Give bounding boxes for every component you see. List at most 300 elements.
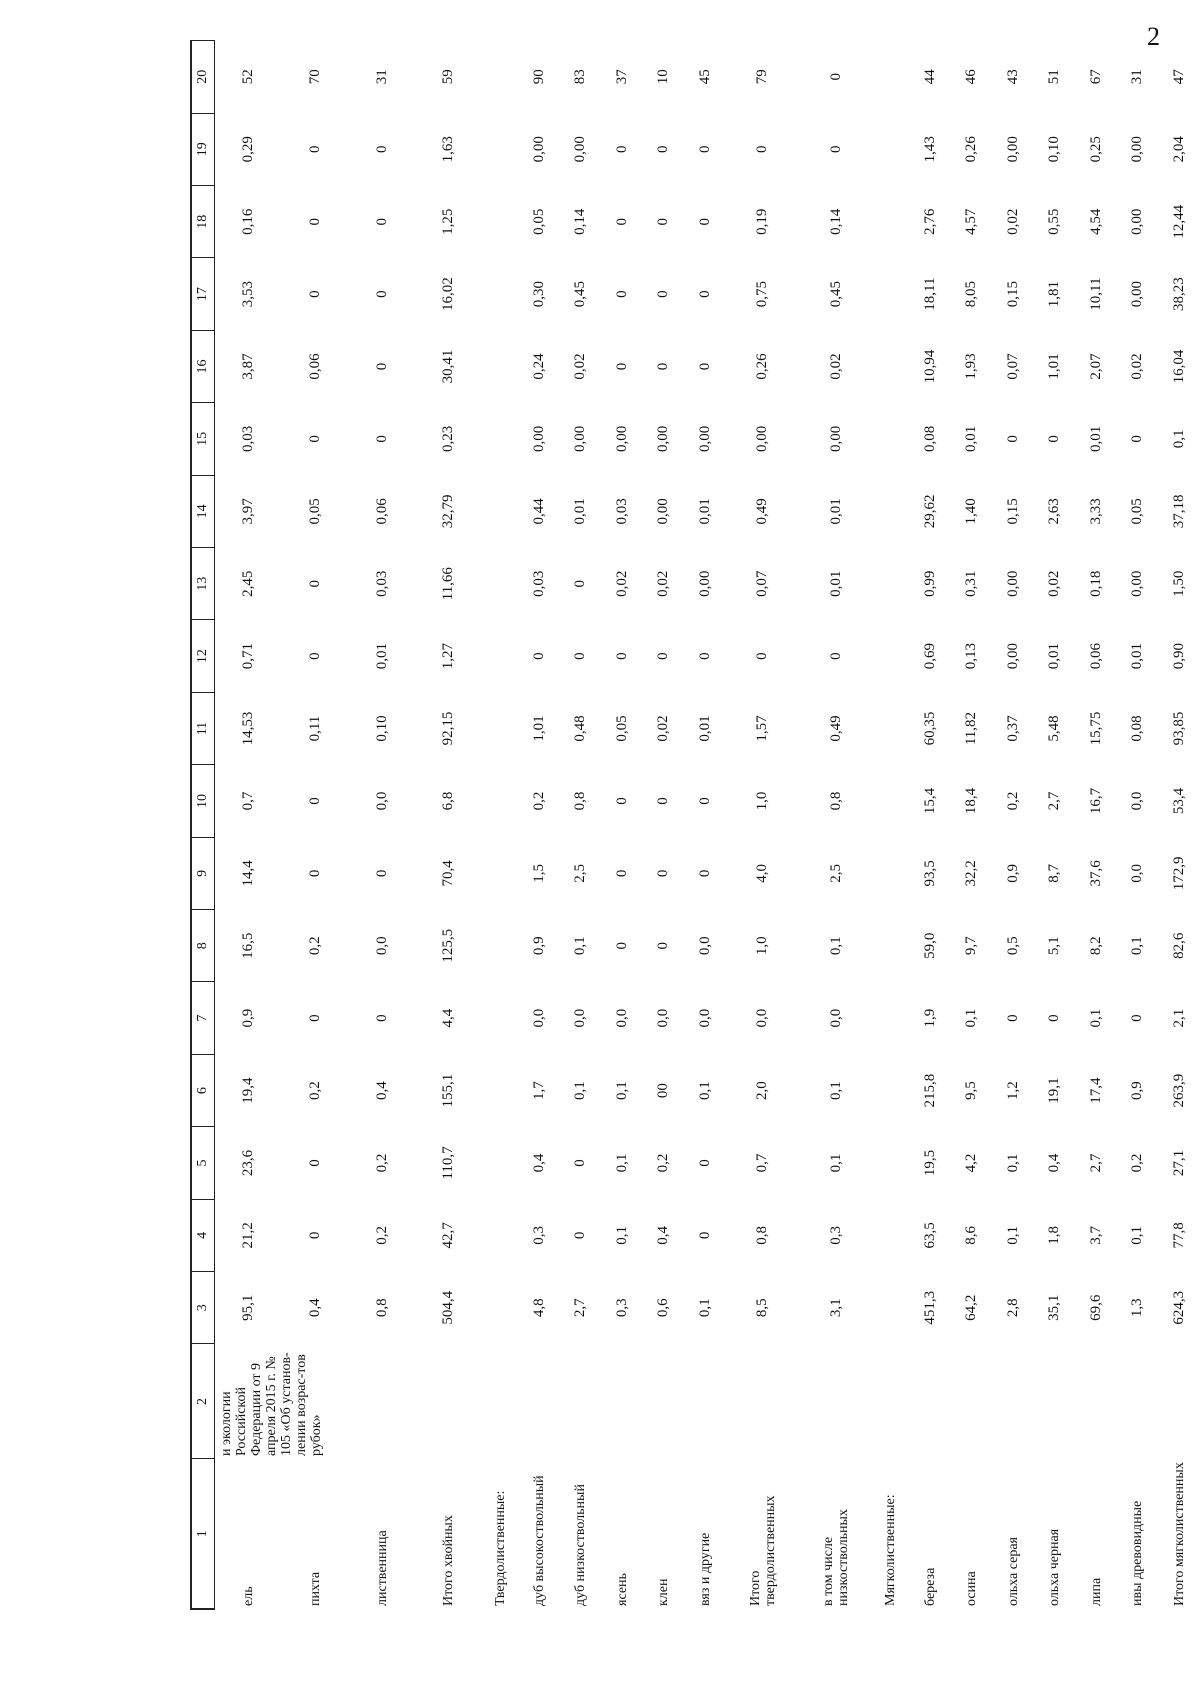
cell: 2,5 [827,863,844,883]
cell: 17,4 [1087,1077,1104,1104]
cell: 70,4 [440,860,457,887]
cell: 0,18 [1087,570,1104,597]
cell [1075,1344,1117,1459]
cell: 0 [613,942,630,950]
cell [482,1272,519,1344]
cell: 0 [696,362,713,371]
cell [1158,1344,1200,1459]
cell: 0,00 [1004,570,1021,597]
cell: 0 [1004,1014,1021,1022]
cell: 0,48 [572,715,589,742]
cell: 0,24 [530,353,547,380]
cell: 0,1 [827,1153,844,1173]
cell: 44 [921,69,938,85]
cell: 0,4 [1046,1153,1063,1173]
cell: 0,3 [613,1298,630,1318]
cell: 21,2 [240,1222,257,1249]
cell: 0,3 [530,1226,547,1245]
cell: 0 [307,1231,324,1240]
cell [873,765,910,837]
cell: 504,4 [440,1290,457,1325]
cell [873,910,910,982]
table-row [482,41,519,1610]
cell: 0,1 [572,936,589,956]
cell: 0,9 [1004,863,1021,883]
cell: 0,0 [696,936,713,956]
cell: 0,06 [1087,643,1104,670]
column-header: 19 [191,113,215,185]
cell: 0 [373,290,390,298]
cell: 0 [307,290,324,298]
cell: 0,05 [1129,498,1146,525]
cell: 1,8 [1046,1226,1063,1245]
cell: 0 [572,579,589,588]
table-row [643,41,685,1610]
cell: 1,81 [1046,280,1063,308]
cell [482,620,519,692]
cell: 0,1 [696,1081,713,1100]
cell: 70 [307,69,324,85]
cell: 0,1 [572,1081,589,1100]
cell: 0,00 [655,425,672,453]
row-label: лиственница [374,1530,390,1606]
cell: 1,7 [530,1081,547,1100]
cell: 0,2 [307,1081,324,1100]
cell: 0 [307,797,324,805]
cell: 0 [572,1159,589,1167]
cell: 0,2 [655,1153,672,1173]
cell: 0,00 [1004,136,1021,163]
cell: 0,30 [530,280,547,308]
table-row [519,41,561,1610]
cell: 0 [572,1231,589,1240]
cell: 31 [1129,69,1146,85]
cell: 0 [613,869,630,878]
cell: 0 [307,217,324,226]
cell: 0,02 [655,570,672,597]
cell: 0,49 [827,715,844,742]
cell: 0,99 [921,570,938,597]
cell: 0,05 [613,715,630,742]
cell [873,837,910,909]
cell: 0,10 [1046,136,1063,163]
cell: 10 [655,69,672,85]
cell: 0,0 [613,1008,630,1028]
cell: 0 [827,652,844,660]
cell: 0,0 [1129,791,1146,811]
page-number: 2 [1147,22,1160,51]
cell: 0,4 [530,1153,547,1173]
cell: 60,35 [921,711,938,746]
cell: 0,00 [613,425,630,453]
cell: 1,57 [754,715,771,742]
cell [726,1344,799,1459]
row-label: Твердолиственные: [492,1490,508,1606]
column-header: 10 [191,765,215,837]
cell: 12,44 [1170,204,1187,239]
row-label: ольха серая [1005,1537,1021,1606]
cell: 0,75 [754,280,771,308]
cell: 16,7 [1087,787,1104,815]
table-row [992,41,1034,1610]
cell: 59,0 [921,932,938,959]
cell: 0 [655,797,672,805]
cell: 0,3 [827,1226,844,1245]
cell: 0 [696,797,713,805]
cell [482,258,519,330]
table-row [951,41,993,1610]
cell: 0,00 [1004,643,1021,670]
cell: 32,2 [963,860,980,887]
cell: 0,23 [440,425,457,453]
cell: 0,6 [655,1298,672,1318]
cell: 2,07 [1087,353,1104,380]
cell: 0 [572,652,589,660]
cell: 2,0 [754,1081,771,1100]
cell: 0,01 [827,570,844,597]
cell: 0,44 [530,498,547,525]
cell: 0 [827,73,844,81]
cell: 0,0 [827,1008,844,1028]
cell [873,330,910,402]
cell: 27,1 [1170,1149,1187,1177]
table-row [1075,41,1117,1610]
cell: 0 [827,145,844,154]
cell: 95,1 [240,1294,257,1321]
cell: 0,0 [754,1008,771,1028]
cell: 0,03 [240,425,257,453]
cell: 0 [373,362,390,371]
cell: 0,1 [827,936,844,956]
cell: 0,1 [1170,429,1187,449]
cell [992,1344,1034,1459]
cell: 1,27 [440,643,457,670]
cell: 0,14 [827,208,844,235]
cell: 10,94 [921,349,938,384]
cell: 14,4 [240,860,257,887]
cell: 0,7 [240,791,257,811]
cell: 0 [655,217,672,226]
row-label: липа [1088,1577,1104,1606]
table-row [602,41,644,1610]
table-body [215,41,1200,1610]
column-header: 9 [191,837,215,909]
cell: 3,33 [1087,498,1104,525]
column-header: 8 [191,910,215,982]
column-header: 6 [191,1054,215,1126]
cell: 1,43 [921,136,938,163]
cell: 63,5 [921,1222,938,1249]
cell [873,1054,910,1126]
cell: 0 [1004,435,1021,443]
cell: 0,08 [1129,715,1146,742]
cell: 0,4 [307,1298,324,1318]
cell: 0,26 [963,136,980,163]
cell: 0,1 [963,1008,980,1028]
cell: 0,5 [1004,936,1021,956]
row-label: Итого хвойных [441,1515,457,1606]
cell: 0,8 [572,791,589,811]
cell: 0,1 [1129,936,1146,956]
cell: 69,6 [1087,1294,1104,1321]
cell: 0 [373,1014,390,1022]
cell: 5,48 [1046,715,1063,742]
cell: 0 [373,869,390,878]
cell: 0,45 [572,280,589,308]
cell: 0,1 [696,1298,713,1318]
cell: 1,3 [1129,1298,1146,1318]
cell: 0,2 [373,1226,390,1245]
cell: 0,06 [373,498,390,525]
column-header: 1 [191,1459,215,1609]
cell: 1,40 [963,498,980,525]
cell: 43 [1004,69,1021,85]
column-header: 11 [191,692,215,764]
cell: 0 [1129,435,1146,443]
cell: 2,04 [1170,136,1187,163]
cell: 9,5 [963,1081,980,1100]
cell: 2,5 [572,863,589,883]
row-label: ивы древовидные [1130,1500,1146,1606]
cell: 3,7 [1087,1226,1104,1245]
cell [873,1127,910,1199]
cell: 0 [530,652,547,660]
cell: 0,03 [530,570,547,597]
cell: 0,00 [572,136,589,163]
row-label: вяз и другие [697,1532,713,1606]
cell: 4,2 [963,1153,980,1173]
header-row [191,41,215,1610]
cell: 0 [696,290,713,298]
cell: 0 [696,145,713,154]
cell [685,1344,727,1459]
cell: 1,9 [921,1008,938,1028]
cell: 0,03 [373,570,390,597]
cell: 172,9 [1170,856,1187,891]
cell: 00 [655,1083,672,1099]
table-row [873,41,910,1610]
table-row [909,41,951,1610]
cell: 2,45 [240,570,257,597]
cell: 0,2 [1129,1153,1146,1173]
cell: 3,87 [240,353,257,380]
cell: 19,1 [1046,1077,1063,1104]
cell: 10,11 [1087,277,1104,311]
cell: 14,53 [240,711,257,746]
cell: 0,00 [655,498,672,525]
regulation-reference: и экологии Российской Федерации от 9 апреля 2015 г. № 105 «Об установ-лении возрас-тов рубок» [219,1352,324,1456]
cell: 83 [572,69,589,85]
cell: 0 [307,869,324,878]
cell: 31 [373,69,390,85]
cell: 0 [655,290,672,298]
row-label: осина [964,1571,980,1606]
cell: 0 [307,1014,324,1022]
cell [873,186,910,258]
cell [873,41,910,114]
cell [643,1344,685,1459]
cell: 0 [655,652,672,660]
cell: 0,25 [1087,136,1104,163]
cell: 0,4 [655,1226,672,1245]
cell: 0,00 [572,425,589,453]
cell: 0,8 [754,1226,771,1245]
cell: 37 [613,69,630,85]
cell: 0,1 [827,1081,844,1100]
cell: 0,0 [572,1008,589,1028]
cell: 0 [373,435,390,443]
cell: 0,00 [754,425,771,453]
cell: 42,7 [440,1222,457,1249]
row-label: Мягколиственные: [883,1494,899,1606]
cell: 18,4 [963,787,980,815]
column-header: 3 [191,1272,215,1344]
cell: 0,0 [1129,863,1146,883]
cell: 0,1 [613,1226,630,1245]
row-label: ясень [614,1573,630,1606]
cell: 2,63 [1046,498,1063,525]
cell: 92,15 [440,711,457,746]
cell: 4,0 [754,863,771,883]
cell: 8,2 [1087,936,1104,956]
cell [482,910,519,982]
cell [482,692,519,764]
cell: 0,90 [1170,643,1187,670]
cell: 77,8 [1170,1222,1187,1249]
cell: 0,08 [921,425,938,453]
cell: 0,00 [696,570,713,597]
cell: 0 [1046,1014,1063,1022]
cell: 19,4 [240,1077,257,1104]
cell: 93,5 [921,860,938,887]
cell [482,1199,519,1271]
table-row [215,41,283,1610]
cell [873,982,910,1054]
cell: 0 [613,217,630,226]
cell: 0,07 [1004,353,1021,380]
cell: 0,01 [963,425,980,453]
cell: 0,00 [1129,280,1146,308]
row-label: в том числе низкоствольных [821,1509,851,1606]
cell: 3,1 [827,1298,844,1318]
cell: 0,1 [613,1153,630,1173]
cell: 0 [307,435,324,443]
cell: 0,02 [613,570,630,597]
cell: 0 [655,942,672,950]
cell: 23,6 [240,1149,257,1177]
cell: 0 [1046,435,1063,443]
row-label: ель [241,1586,257,1606]
cell: 0,2 [373,1153,390,1173]
cell [602,1344,644,1459]
cell: 0,0 [373,791,390,811]
row-label: клен [656,1578,672,1606]
cell: 0,01 [827,498,844,525]
cell [873,692,910,764]
cell: 155,1 [440,1073,457,1108]
cell: 0,02 [1004,208,1021,235]
cell: 0,31 [963,570,980,597]
cell: 59 [440,69,457,85]
cell: 0,00 [1129,570,1146,597]
cell: 0 [655,145,672,154]
row-label: пихта [308,1571,324,1606]
column-header: 16 [191,330,215,402]
cell: 0 [613,290,630,298]
cell: 0 [613,652,630,660]
cell: 0,02 [1129,353,1146,380]
cell: 0,2 [307,936,324,956]
cell [873,548,910,620]
cell: 3,97 [240,498,257,525]
cell: 37,18 [1170,494,1187,529]
row-label: береза [922,1567,938,1606]
cell: 0,0 [373,936,390,956]
cell: 0,9 [240,1008,257,1028]
cell [873,620,910,692]
cell [873,258,910,330]
cell: 0,1 [1004,1226,1021,1245]
cell: 0 [373,217,390,226]
cell: 0,26 [754,353,771,380]
column-header: 5 [191,1127,215,1199]
cell: 0,01 [1046,643,1063,670]
cell: 0,11 [307,715,324,742]
cell: 2,76 [921,208,938,235]
cell: 19,5 [921,1149,938,1177]
cell [482,1127,519,1199]
cell: 0 [696,869,713,878]
cell: 16,5 [240,932,257,959]
cell: 624,3 [1170,1290,1187,1325]
cell: 1,0 [754,936,771,956]
cell: 0,1 [613,1081,630,1100]
cell: 8,5 [754,1298,771,1318]
cell: 0,00 [827,425,844,453]
cell [951,1344,993,1459]
cell: 0,15 [1004,498,1021,525]
cell: 0,00 [1129,136,1146,163]
cell: 0,00 [530,136,547,163]
cell: 2,8 [1004,1298,1021,1318]
cell: 2,7 [1087,1153,1104,1173]
cell: 0 [613,145,630,154]
cell: 0 [696,1231,713,1240]
cell: 0,2 [1004,791,1021,811]
table-row [1117,41,1159,1610]
cell: 0,02 [1046,570,1063,597]
cell: 0 [754,145,771,154]
row-label: ольха черная [1047,1528,1063,1606]
cell: 0 [696,1159,713,1167]
cell: 0,03 [613,498,630,525]
cell: 0,0 [530,1008,547,1028]
cell: 1,2 [1004,1081,1021,1100]
cell: 215,8 [921,1073,938,1108]
cell: 0 [307,145,324,154]
cell: 52 [240,69,257,85]
cell: 0 [307,1159,324,1167]
forest-data-table [190,40,1200,1610]
cell: 38,23 [1170,277,1187,311]
row-label: Итого мягколиственных [1171,1462,1187,1606]
cell: 0,02 [655,715,672,742]
cell: 82,6 [1170,932,1187,959]
cell: 47 [1170,69,1187,85]
cell: 0,01 [696,498,713,525]
cell [873,1272,910,1344]
cell: 67 [1087,69,1104,85]
